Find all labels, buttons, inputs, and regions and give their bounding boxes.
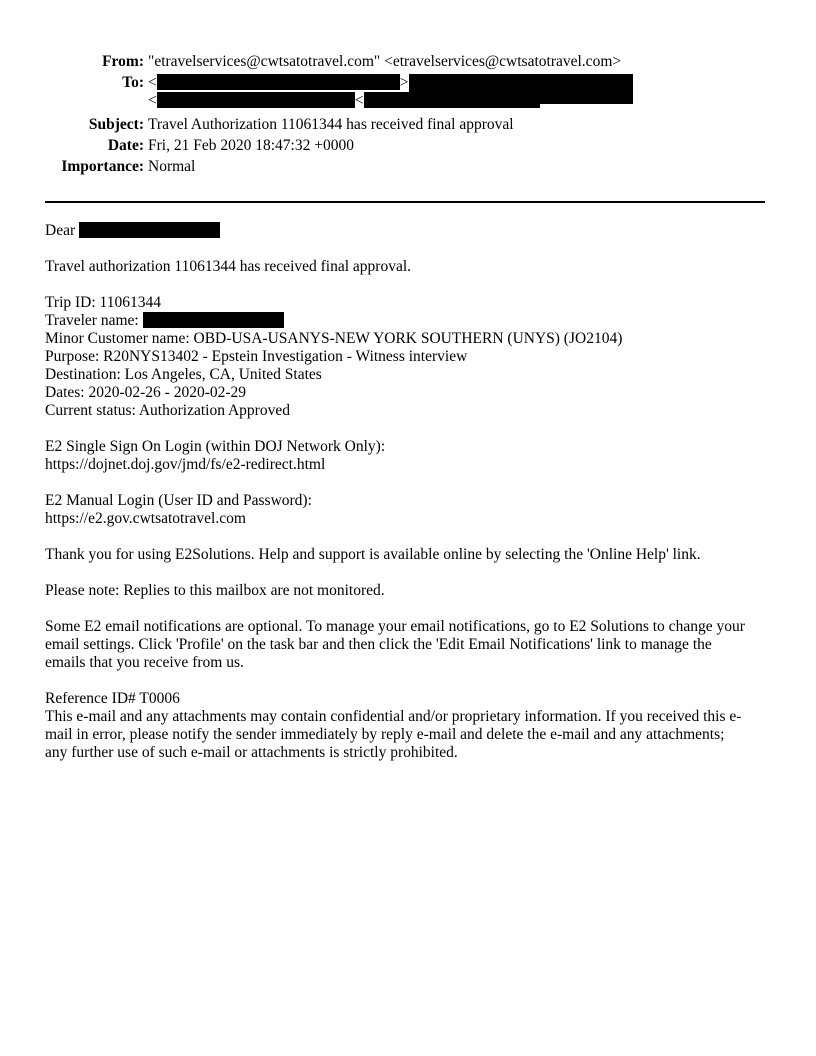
header-divider [45, 201, 765, 203]
sso-url[interactable]: https://dojnet.doj.gov/jmd/fs/e2-redirect.html [45, 456, 326, 473]
importance-value: Normal [148, 158, 196, 175]
redaction-box [157, 74, 400, 90]
optional-notifications [45, 618, 775, 672]
subject-value: Travel Authorization 11061344 has received final approval [148, 116, 514, 133]
from-label: From: [102, 53, 144, 70]
to-value-continued [148, 92, 816, 110]
date-value: Fri, 21 Feb 2020 18:47:32 +0000 [148, 137, 354, 154]
to-close-bracket: > [539, 92, 549, 109]
note-text: Please note: Replies to this mailbox are not monitored. [45, 582, 385, 599]
traveler-line [45, 312, 775, 330]
minor-customer: Minor Customer name: OBD-USA-USANYS-NEW YORK SOUTHERN (UNYS) (JO2104) [45, 330, 623, 347]
thanks-text: Thank you for using E2Solutions. Help and support is available online by selecting the 'Online Help' link. [45, 546, 701, 563]
to-label: To: [122, 74, 144, 91]
to-open-bracket: < [148, 74, 157, 91]
dates: Dates: 2020-02-26 - 2020-02-29 [45, 384, 247, 401]
destination: Destination: Los Angeles, CA, United States [45, 366, 322, 383]
date-label: Date: [107, 137, 144, 154]
current-status: Current status: Authorization Approved [45, 402, 290, 419]
trip-id: Trip ID: 11061344 [45, 294, 161, 311]
sso-label: E2 Single Sign On Login (within DOJ Network Only): [45, 438, 386, 455]
manual-label: E2 Manual Login (User ID and Password): [45, 492, 312, 509]
optional-line: emails that you receive from us. [45, 654, 244, 671]
to-close-bracket: > [399, 74, 409, 91]
greeting-line [45, 222, 775, 240]
to-row-continued [0, 92, 816, 116]
manual-url[interactable]: https://e2.gov.cwtsatotravel.com [45, 510, 246, 527]
subject-row [0, 116, 816, 137]
intro-text: Travel authorization 11061344 has received final approval. [45, 258, 412, 275]
sso-block [45, 438, 775, 474]
traveler-label: Traveler name: [45, 312, 139, 329]
optional-line: email settings. Click 'Profile' on the task bar and then click the 'Edit Email Notifications' link to manage the [45, 636, 712, 653]
email-body [45, 222, 775, 780]
subject-label: Subject: [88, 116, 144, 133]
redaction-box [157, 92, 355, 108]
trip-details [45, 294, 775, 420]
from-row [0, 53, 816, 74]
date-row [0, 137, 816, 158]
to-row [0, 74, 816, 92]
importance-label: Importance: [61, 158, 144, 175]
email-header [0, 53, 816, 179]
to-open-bracket: < [354, 92, 364, 109]
reference-block [45, 690, 775, 762]
disclaimer-line: This e-mail and any attachments may contain confidential and/or proprietary information. If you received this e- [45, 708, 742, 725]
redaction-box [143, 312, 284, 328]
purpose: Purpose: R20NYS13402 - Epstein Investigation - Witness interview [45, 348, 468, 365]
redaction-box [364, 92, 540, 108]
from-value: "etravelservices@cwtsatotravel.com" <etravelservices@cwtsatotravel.com> [148, 53, 622, 70]
disclaimer-line: mail in error, please notify the sender immediately by reply e-mail and delete the e-mail and any attachments; [45, 726, 725, 743]
redaction-box [79, 222, 220, 238]
greeting: Dear [45, 222, 76, 239]
disclaimer-line: any further use of such e-mail or attachments is strictly prohibited. [45, 744, 458, 761]
optional-line: Some E2 email notifications are optional. To manage your email notifications, go to E2 Solutions to change your [45, 618, 745, 635]
manual-login-block [45, 492, 775, 528]
importance-row [0, 158, 816, 179]
reference-id: Reference ID# T0006 [45, 690, 180, 707]
to-open-bracket: < [148, 92, 157, 109]
